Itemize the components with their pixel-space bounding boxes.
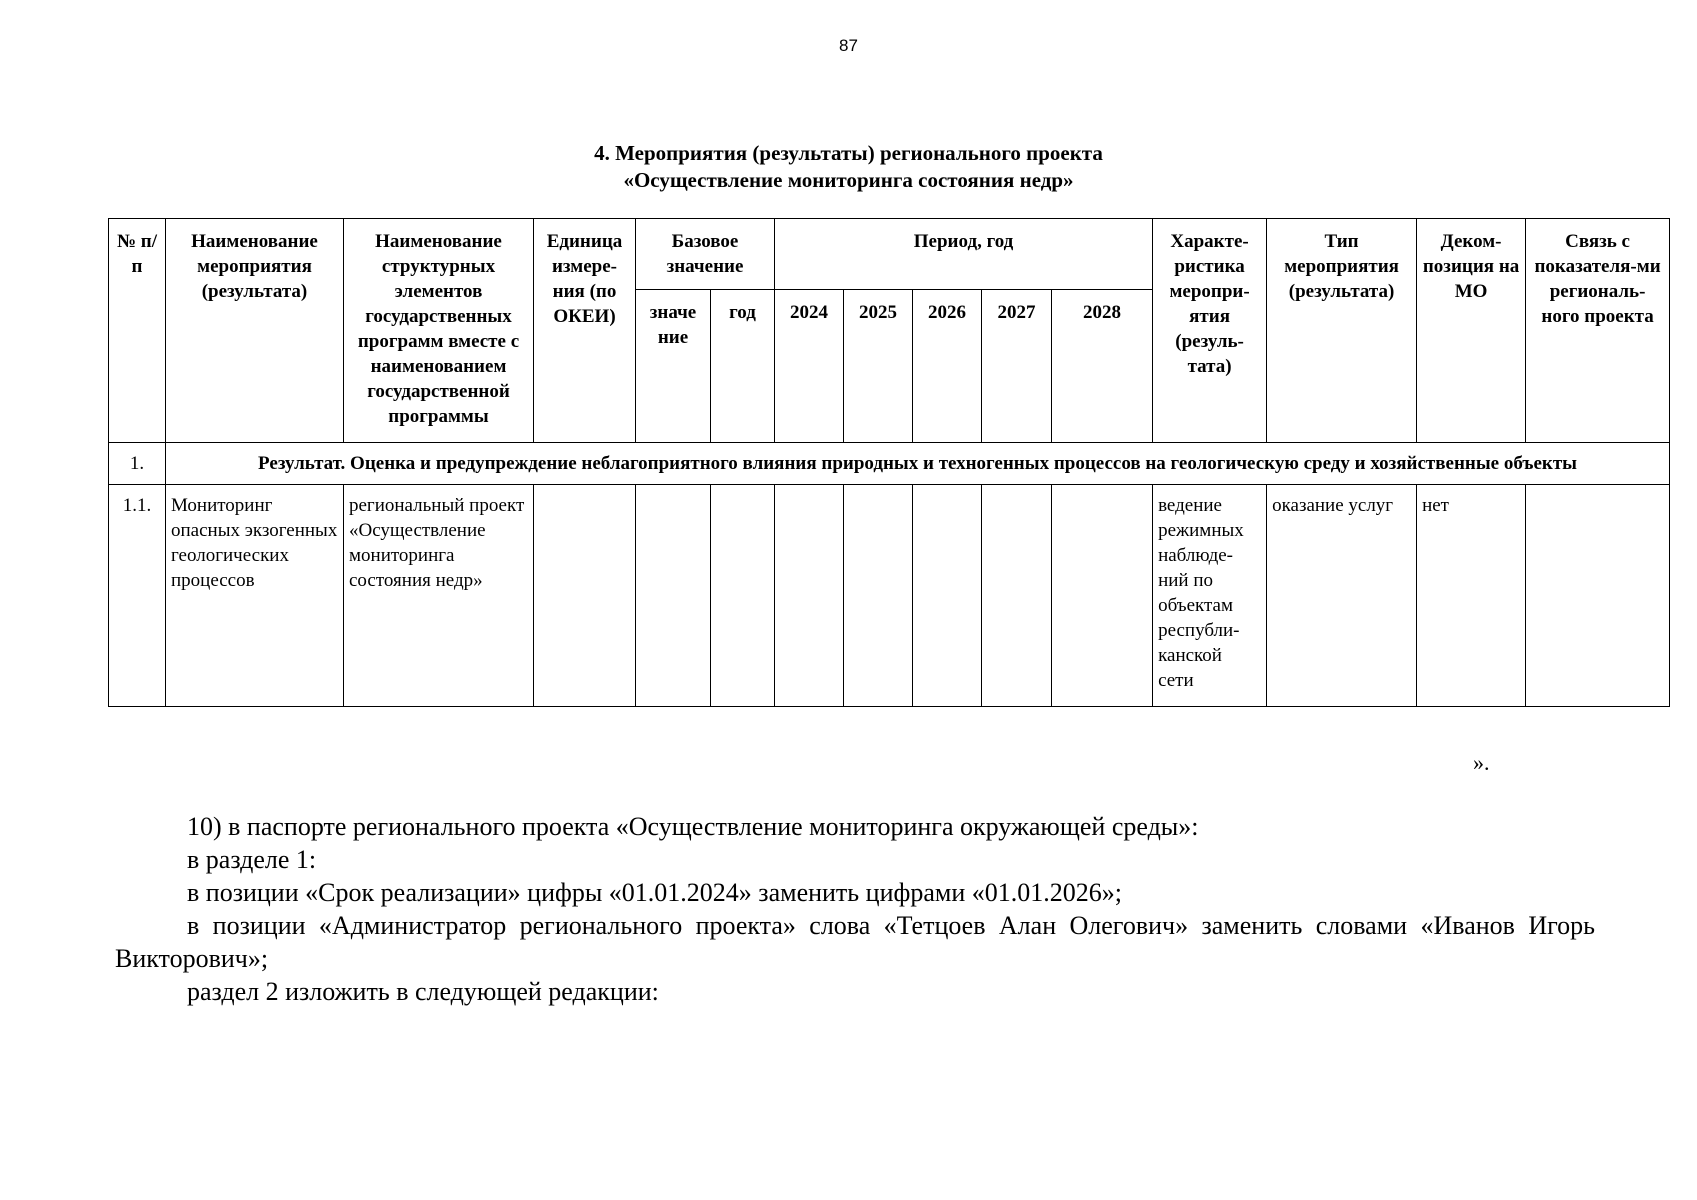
item-base-value [636, 485, 711, 707]
header-event-name: Наименование мероприятия (результата) [166, 219, 344, 443]
header-period: Период, год [775, 219, 1153, 290]
table-header-row [109, 219, 1670, 290]
paragraph-4: в позиции «Администратор регионального проекта» слова «Тетцоев Алан Олегович» заменить словами «Иванов Игорь Викторович»; [115, 911, 1595, 973]
result-title: Результат. Оценка и предупреждение неблагоприятного влияния природных и техногенных процессов на геологическую среду и хозяйственные объекты [166, 443, 1670, 485]
item-event-name: Мониторинг опасных экзогенных геологических процессов [166, 485, 344, 707]
item-num: 1.1. [109, 485, 166, 707]
paragraph-2: в разделе 1: [187, 845, 317, 874]
item-link-indicators [1526, 485, 1670, 707]
header-unit: Единица измере-ния (по ОКЕИ) [534, 219, 636, 443]
header-decomposition: Деком-позиция на МО [1417, 219, 1526, 443]
item-structural-elements: региональный проект «Осуществление мониторинга состояния недр» [344, 485, 534, 707]
item-unit [534, 485, 636, 707]
closing-quote: ». [1473, 750, 1490, 775]
header-base-value: Базовое значение [636, 219, 775, 290]
paragraph-1: 10) в паспорте регионального проекта «Осуществление мониторинга окружающей среды»: [187, 812, 1199, 841]
table-row-item [109, 485, 1670, 707]
item-2026 [913, 485, 982, 707]
header-year-2025: 2025 [844, 290, 913, 443]
item-decomposition: нет [1417, 485, 1526, 707]
table-row-result [109, 443, 1670, 485]
header-base-value-value: значе ние [636, 290, 711, 443]
item-event-type: оказание услуг [1267, 485, 1417, 707]
header-year-2028: 2028 [1052, 290, 1153, 443]
item-base-year [711, 485, 775, 707]
header-year-2026: 2026 [913, 290, 982, 443]
item-2025 [844, 485, 913, 707]
header-structural-elements: Наименование структурных элементов государственных программ вместе с наименованием государственной программы [344, 219, 534, 443]
item-2027 [982, 485, 1052, 707]
section-title [0, 140, 1697, 194]
header-link-indicators: Связь с показателя-ми региональ-ного проекта [1526, 219, 1670, 443]
section-title-line-2: «Осуществление мониторинга состояния недр» [623, 168, 1074, 192]
events-table [108, 218, 1670, 707]
result-num: 1. [109, 443, 166, 485]
header-num: № п/п [109, 219, 166, 443]
paragraph-5: раздел 2 изложить в следующей редакции: [187, 977, 659, 1006]
section-title-line-1: 4. Мероприятия (результаты) регионального проекта [594, 141, 1103, 165]
header-year-2027: 2027 [982, 290, 1052, 443]
header-event-type: Тип мероприятия (результата) [1267, 219, 1417, 443]
item-2028 [1052, 485, 1153, 707]
item-characteristic: ведение режимных наблюде-ний по объектам республи-канской сети [1153, 485, 1267, 707]
header-year-2024: 2024 [775, 290, 844, 443]
item-2024 [775, 485, 844, 707]
paragraph-3: в позиции «Срок реализации» цифры «01.01.2024» заменить цифрами «01.01.2026»; [187, 878, 1122, 907]
amendment-text [115, 810, 1595, 1008]
header-base-value-year: год [711, 290, 775, 443]
header-characteristic: Характе-ристика меропри-ятия (резуль-тата) [1153, 219, 1267, 443]
page-number: 87 [839, 36, 858, 55]
